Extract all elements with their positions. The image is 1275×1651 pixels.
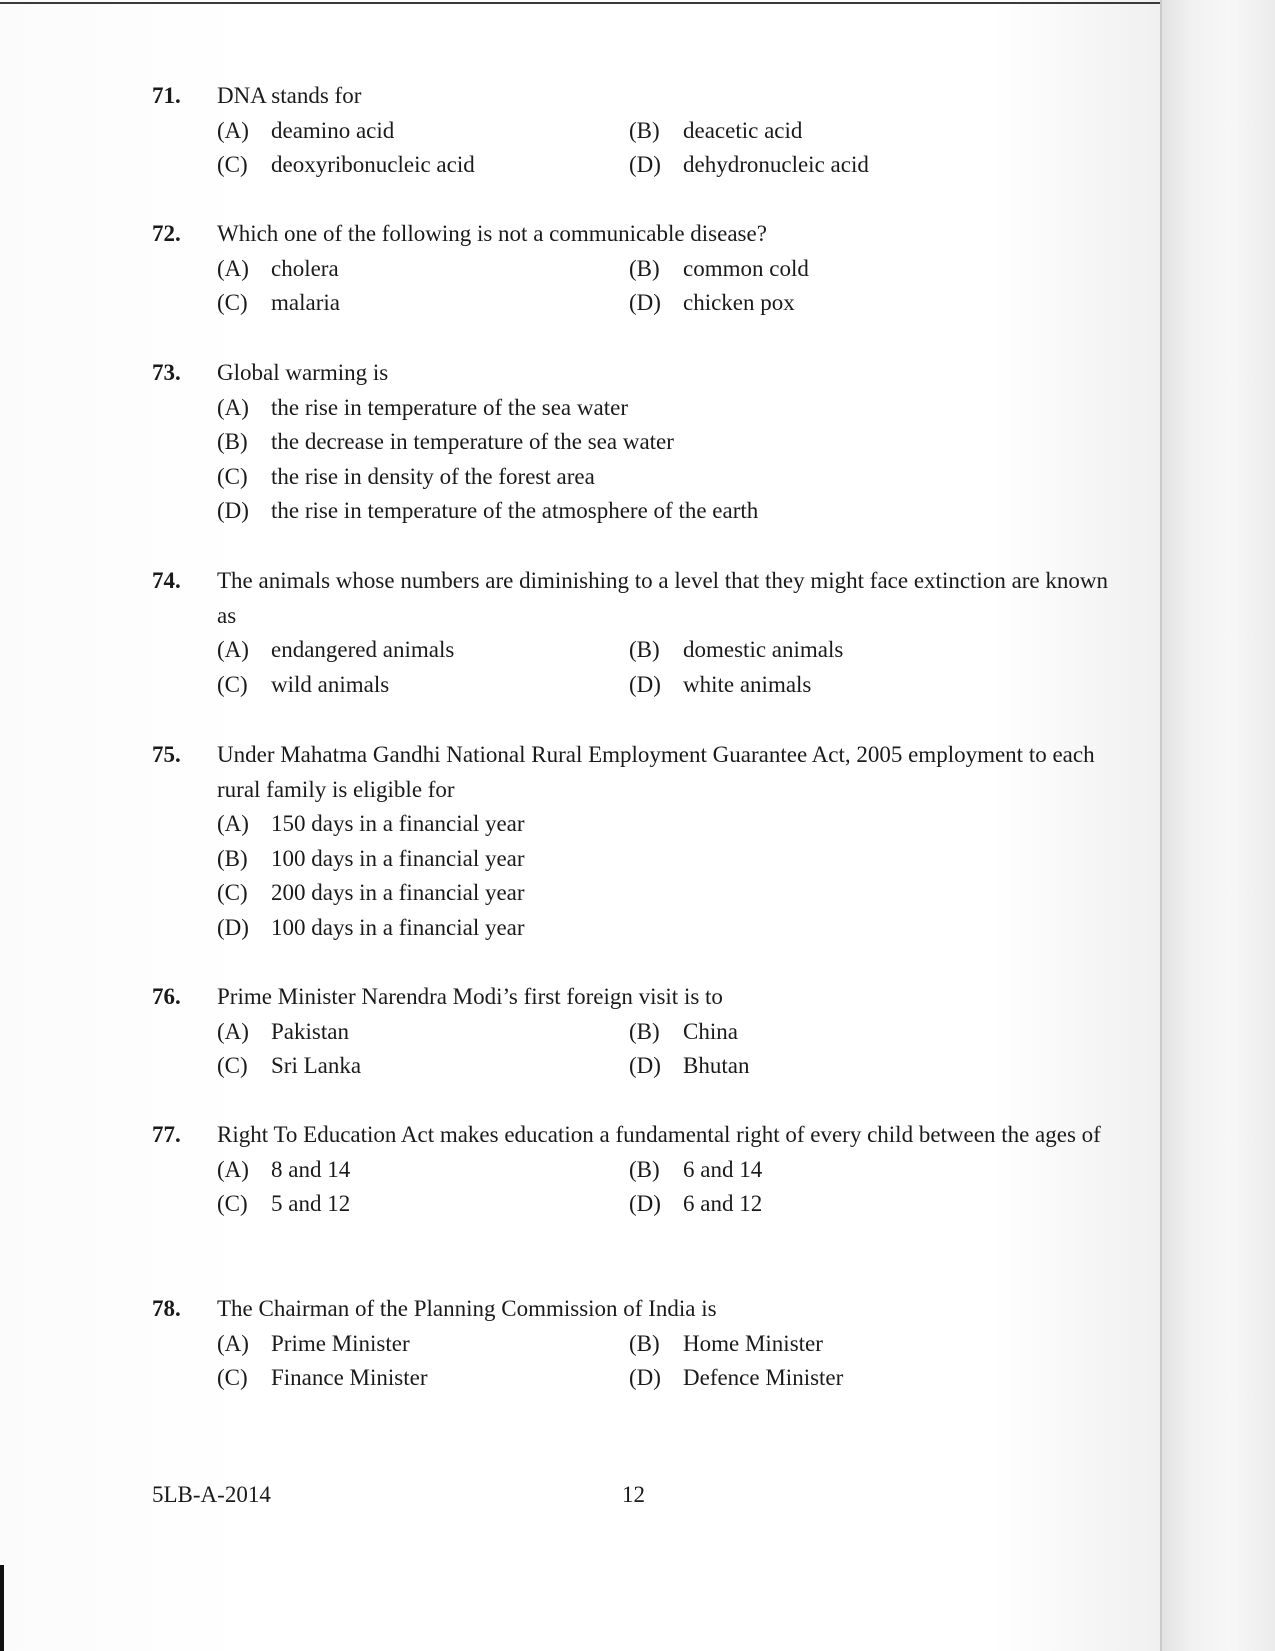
option-b: (B) China [629, 1018, 738, 1044]
question-number: 74. [152, 568, 181, 593]
scan-margin [1162, 0, 1275, 1651]
question-77 [152, 1118, 1112, 1222]
booklet-code: 5LB-A-2014 [152, 1482, 271, 1507]
option-c: (C) 200 days in a financial year [217, 880, 525, 905]
question-72 [152, 217, 1112, 321]
option-a: (A) deamino acid [217, 117, 395, 143]
option-d: (D) 100 days in a financial year [217, 914, 525, 940]
option-b: (B) deacetic acid [629, 117, 803, 143]
question-text: Right To Education Act makes education a fundamental right of every child between the ages of [217, 1122, 1101, 1147]
option-b: (B) 100 days in a financial year [217, 845, 525, 871]
option-c: (C) wild animals [217, 671, 390, 697]
option-d: (D) white animals [629, 671, 812, 697]
question-number: 71. [152, 83, 181, 108]
question-text: DNA stands for [217, 83, 362, 108]
question-74 [152, 564, 1112, 702]
option-b: (B) domestic animals [629, 637, 844, 662]
question-text: Which one of the following is not a communicable disease? [217, 221, 767, 246]
option-c: (C) malaria [217, 290, 340, 315]
option-b: (B) 6 and 14 [629, 1156, 763, 1182]
option-c: (C) 5 and 12 [217, 1191, 351, 1216]
question-number: 78. [152, 1296, 181, 1321]
option-a: (A) 8 and 14 [217, 1156, 351, 1182]
question-71 [152, 79, 1112, 183]
option-d: (D) Defence Minister [629, 1365, 844, 1390]
question-text: Global warming is [217, 360, 389, 385]
question-number: 75. [152, 742, 181, 767]
question-text: The animals whose numbers are diminishing to a level that they might face extinction are known as [217, 568, 1109, 628]
top-rule [0, 2, 1160, 4]
question-text: The Chairman of the Planning Commission of India is [217, 1296, 717, 1321]
page-number: 12 [622, 1482, 645, 1507]
option-c: (C) deoxyribonucleic acid [217, 152, 475, 177]
question-73 [152, 356, 1112, 529]
option-d: (D) dehydronucleic acid [629, 152, 869, 177]
option-a: (A) Prime Minister [217, 1330, 410, 1356]
option-b: (B) Home Minister [629, 1330, 823, 1356]
option-a: (A) 150 days in a financial year [217, 811, 525, 836]
scan-mark [0, 1565, 4, 1651]
option-b: (B) the decrease in temperature of the sea water [217, 429, 674, 454]
option-a: (A) Pakistan [217, 1018, 349, 1044]
option-a: (A) endangered animals [217, 637, 455, 662]
question-76 [152, 980, 1112, 1084]
question-number: 73. [152, 360, 181, 385]
question-number: 76. [152, 984, 181, 1009]
option-a: (A) cholera [217, 255, 339, 281]
option-b: (B) common cold [629, 255, 809, 281]
option-d: (D) chicken pox [629, 290, 795, 315]
question-text: Under Mahatma Gandhi National Rural Employment Guarantee Act, 2005 employment to each rural family is eligible for [217, 742, 1095, 802]
question-number: 72. [152, 221, 181, 246]
option-c: (C) the rise in density of the forest area [217, 463, 595, 489]
option-c: (C) Finance Minister [217, 1365, 428, 1390]
option-a: (A) the rise in temperature of the sea water [217, 394, 628, 420]
question-number: 77. [152, 1122, 181, 1147]
question-text: Prime Minister Narendra Modi’s first foreign visit is to [217, 984, 723, 1009]
option-d: (D) the rise in temperature of the atmosphere of the earth [217, 498, 759, 523]
option-d: (D) 6 and 12 [629, 1191, 763, 1216]
option-d: (D) Bhutan [629, 1053, 750, 1078]
option-c: (C) Sri Lanka [217, 1053, 362, 1078]
question-75 [152, 738, 1112, 945]
question-78 [152, 1292, 1112, 1396]
